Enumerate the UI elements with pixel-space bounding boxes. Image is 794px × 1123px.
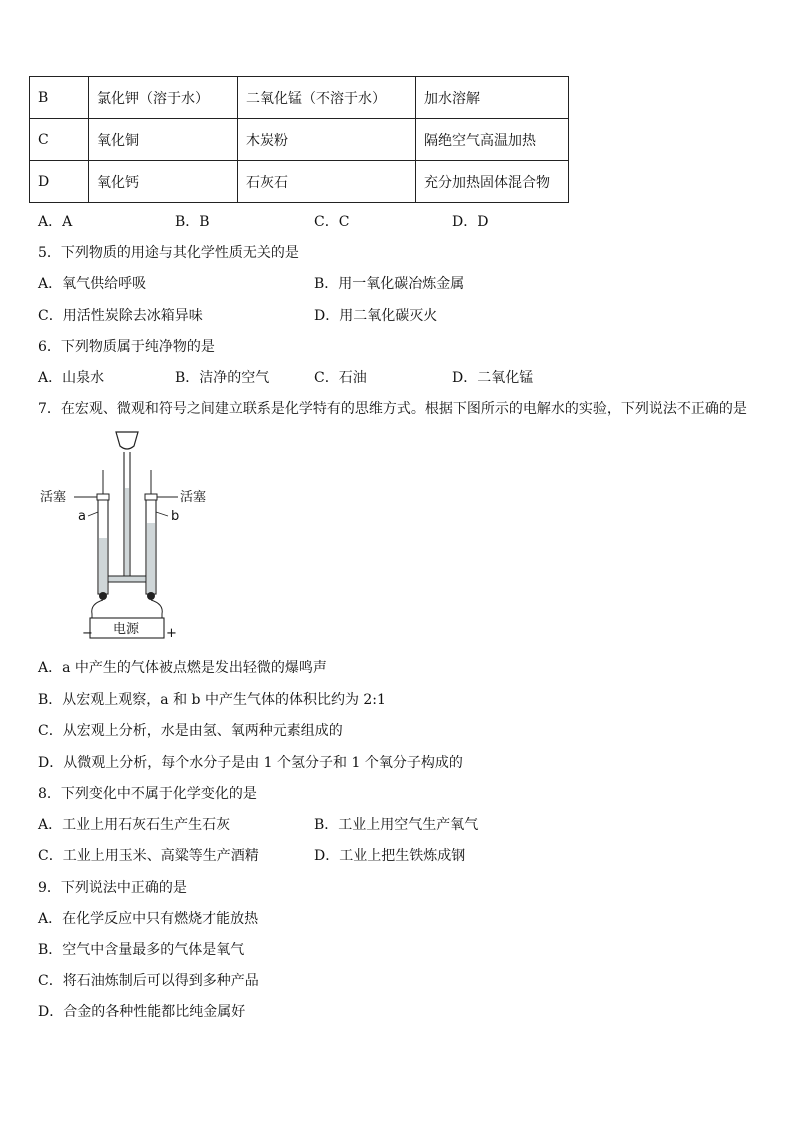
q8-stem: 8．下列变化中不属于化学变化的是 (38, 786, 257, 802)
table-cell: 充分加热固体混合物 (416, 161, 569, 203)
q9-stem: 9．下列说法中正确的是 (38, 880, 187, 896)
table-cell: 木炭粉 (238, 119, 416, 161)
q4-option-b[interactable]: B．B (175, 214, 210, 230)
q4-option-a[interactable]: A．A (38, 214, 73, 230)
q5-option-a[interactable]: A．氧气供给呼吸 (38, 276, 147, 292)
label-plus: + (166, 626, 177, 640)
table-cell: 石灰石 (238, 161, 416, 203)
water-center (125, 488, 129, 576)
table-cell: 加水溶解 (416, 77, 569, 119)
q5-option-d[interactable]: D．用二氧化碳灭火 (314, 308, 438, 324)
q7-option-b[interactable]: B．从宏观上观察，a 和 b 中产生气体的体积比约为 2:1 (38, 692, 386, 708)
valve-left (97, 494, 109, 500)
table-row (30, 161, 569, 203)
q7-stem: 7．在宏观、微观和符号之间建立联系是化学特有的思维方式。根据下图所示的电解水的实验，下列说法不正确的是 (38, 401, 747, 417)
valve-right (145, 494, 157, 500)
q6-stem: 6．下列物质属于纯净物的是 (38, 339, 215, 355)
q6-option-a[interactable]: A．山泉水 (38, 370, 105, 386)
q6-option-c[interactable]: C．石油 (314, 370, 367, 386)
electrode-b (147, 592, 155, 600)
water-a (99, 538, 107, 593)
table-cell: B (30, 77, 89, 119)
q7-option-a[interactable]: A．a 中产生的气体被点燃是发出轻微的爆鸣声 (38, 660, 327, 676)
q4-option-d[interactable]: D．D (452, 214, 489, 230)
q5-option-b[interactable]: B．用一氧化碳冶炼金属 (314, 276, 465, 292)
table-cell: 氯化钾（溶于水） (89, 77, 238, 119)
options-table (29, 76, 569, 203)
q8-option-c[interactable]: C．工业上用玉米、高粱等生产酒精 (38, 848, 259, 864)
q7-option-c[interactable]: C．从宏观上分析，水是由氢、氧两种元素组成的 (38, 723, 343, 739)
q5-option-c[interactable]: C．用活性炭除去冰箱异味 (38, 308, 203, 324)
q9-option-a[interactable]: A．在化学反应中只有燃烧才能放热 (38, 911, 259, 927)
q8-option-d[interactable]: D．工业上把生铁炼成钢 (314, 848, 466, 864)
electrolysis-apparatus-figure (38, 428, 218, 640)
table-cell: D (30, 161, 89, 203)
label-right-valve: 活塞 (180, 490, 207, 505)
q4-option-c[interactable]: C．C (314, 214, 350, 230)
table-row (30, 77, 569, 119)
q6-option-d[interactable]: D．二氧化锰 (452, 370, 534, 386)
q5-stem: 5．下列物质的用途与其化学性质无关的是 (38, 245, 299, 261)
label-left-valve: 活塞 (40, 490, 67, 505)
table-cell: 氧化钙 (89, 161, 238, 203)
q9-option-d[interactable]: D．合金的各种性能都比纯金属好 (38, 1004, 246, 1020)
q9-option-b[interactable]: B．空气中含量最多的气体是氧气 (38, 942, 245, 958)
label-minus: − (82, 626, 93, 640)
q8-option-a[interactable]: A．工业上用石灰石生产生石灰 (38, 817, 231, 833)
table-row (30, 119, 569, 161)
tube-b-pointer (156, 512, 168, 516)
table-cell: C (30, 119, 89, 161)
q7-option-d[interactable]: D．从微观上分析，每个水分子是由 1 个氢分子和 1 个氧分子构成的 (38, 755, 463, 771)
tube-a-pointer (88, 512, 98, 516)
q8-option-b[interactable]: B．工业上用空气生产氧气 (314, 817, 479, 833)
table-cell: 隔绝空气高温加热 (416, 119, 569, 161)
q9-option-c[interactable]: C．将石油炼制后可以得到多种产品 (38, 973, 259, 989)
electrode-a (99, 592, 107, 600)
table-cell: 二氧化锰（不溶于水） (238, 77, 416, 119)
q6-option-b[interactable]: B．洁净的空气 (175, 370, 270, 386)
label-power: 电源 (113, 622, 140, 637)
bottom-connector (108, 576, 146, 582)
water-b (147, 523, 155, 593)
label-tube-b: b (171, 509, 180, 524)
label-tube-a: a (78, 509, 86, 524)
table-cell: 氧化铜 (89, 119, 238, 161)
funnel-shape (116, 432, 138, 449)
